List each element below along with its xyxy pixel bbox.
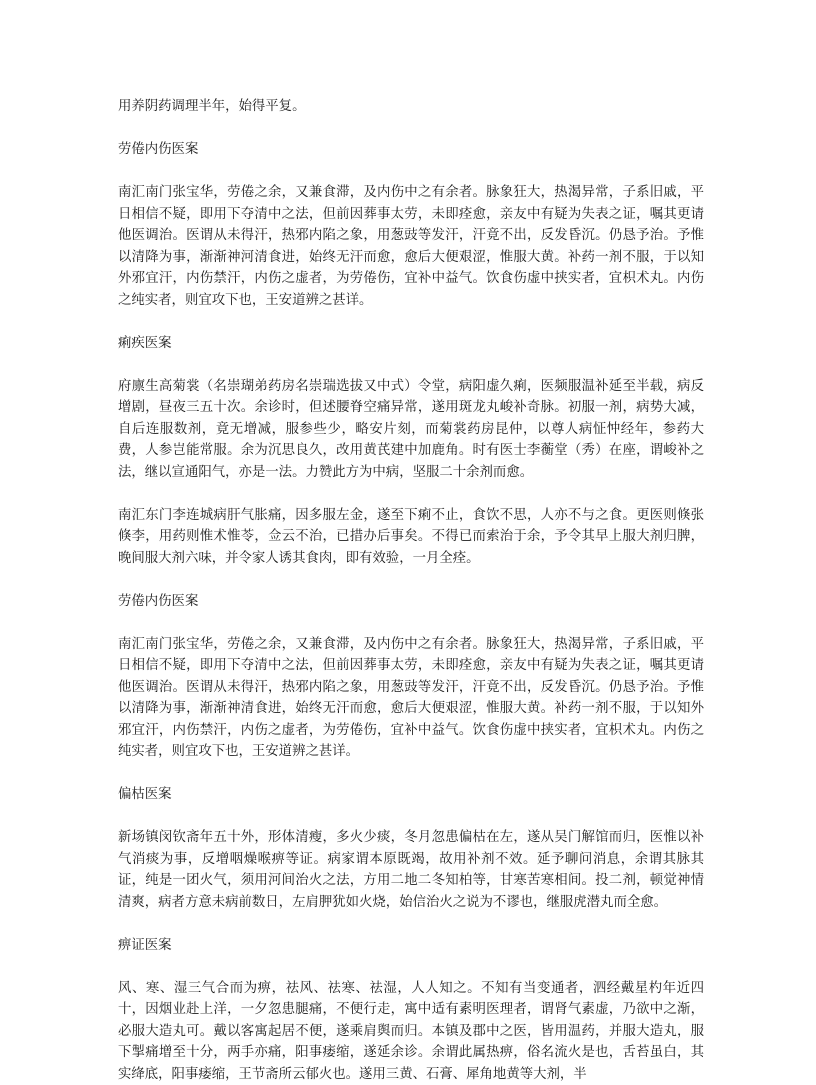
section-heading-piankun: 偏枯医案 xyxy=(118,784,704,806)
paragraph-bizheng: 风、寒、湿三气合而为痹，祛风、祛寒、祛湿，人人知之。不知有当变通者，泗经戴星杓年近四十，因烟业赴上洋，一夕忽患腿痛，不便行走，寓中适有素明医理者，谓肾气素虚，乃欲中之渐，必服大造丸可。戴以客寓起居不便，遂乘肩舆而归。本镇及郡中之医，皆用温药，并服大造丸，服下掣痛增至十分，两手亦痛，阳事痿缩，遂延余诊。余谓此属热痹，俗名流火是也，舌苔虽白，其实绛底，阳事痿缩，王节斋所云郁火也。遂用三黄、石膏、犀角地黄等大剂，半 xyxy=(118,978,704,1085)
section-heading-liji: 痢疾医案 xyxy=(118,333,704,355)
paragraph-laojuan-1: 南汇南门张宝华，劳倦之余，又兼食滞，及内伤中之有余者。脉象狂大，热渴异常，子系旧戚，平日相信不疑，即用下夺清中之法，但前因葬事太劳，未即痊愈，亲友中有疑为失表之证，嘱其更请他医调治。医谓从未得汗，热邪内陷之象，用葱豉等发汗，汗竟不出，反发昏沉。仍恳予治。予惟以清降为事，渐渐神河清食进，始终无汗而愈，愈后大便艰涩，惟服大黄。补药一剂不服，于以知外邪宜汗，内伤禁汗，内伤之虚者，为劳倦伤，宜补中益气。饮食伤虚中挟实者，宜枳术丸。内伤之纯实者，则宜攻下也，王安道辨之甚详。 xyxy=(118,182,704,311)
section-heading-bizheng: 痹证医案 xyxy=(118,935,704,957)
section-heading-laojuan-1: 劳倦内伤医案 xyxy=(118,139,704,161)
paragraph-liji-1: 府廪生高菊裳（名崇瑚弟药房名崇瑞选拔又中式）令堂，病阳虚久痢，医频服温补延至半载，病反增剧，昼夜三五十次。余诊时，但述腰脊空痛异常，遂用斑龙丸峻补奇脉。初服一剂，病势大减，自后连服数剂，竟无增减，服参些少，略安片刻，而菊裳药房昆仲，以尊人病怔忡经年，参药大费，人参岂能常服。余为沉思良久，改用黄芪建中加鹿角。时有医士李蘅堂（秀）在座，谓峻补之法，继以宣通阳气，亦是一法。力赞此方为中病，坚服二十余剂而愈。 xyxy=(118,376,704,484)
paragraph-continuation: 用养阴药调理半年，始得平复。 xyxy=(118,96,704,118)
section-heading-laojuan-2: 劳倦内伤医案 xyxy=(118,591,704,613)
paragraph-liji-2: 南汇东门李连城病肝气胀痛，因多服左金，遂至下痢不止，食饮不思，人亦不与之食。更医则倏张倏李，用药则惟术惟苓，佥云不治，已措办后事矣。不得已而索治于余，予令其早上服大剂归脾，晚间服大剂六味，并令家人诱其食肉，即有效验，一月全痊。 xyxy=(118,505,704,570)
paragraph-piankun: 新场镇闵钦斋年五十外，形体清瘦，多火少痰，冬月忽患偏枯在左，遂从吴门解馆而归，医惟以补气消痰为事，反增咽燥喉痹等证。病家谓本原既竭，故用补剂不效。延予聊问消息，余谓其脉其证，纯是一团火气，须用河间治火之法，方用二地二冬知柏等，甘寒苦寒相间。投二剂，顿觉神情清爽，病者方意未病前数日，左肩胛犹如火烧，始信治火之说为不谬也，继服虎潜丸而全愈。 xyxy=(118,827,704,913)
paragraph-laojuan-2: 南汇南门张宝华，劳倦之余，又兼食滞，及内伤中之有余者。脉象狂大，热渴异常，子系旧戚，平日相信不疑，即用下夺清中之法，但前因葬事太劳，未即痊愈，亲友中有疑为失表之证，嘱其更请他医调治。医谓从未得汗，热邪内陷之象，用葱豉等发汗，汗竟不出，反发昏沉。仍恳予治。予惟以清降为事，渐渐神清食进，始终无汗而愈，愈后大便艰涩，惟服大黄。补药一剂不服，于以知外邪宜汗，内伤禁汗，内伤之虚者，为劳倦伤，宜补中益气。饮食伤虚中挟实者，宜枳术丸。内伤之纯实者，则宜攻下也，王安道辨之甚详。 xyxy=(118,634,704,763)
document-page xyxy=(118,96,704,1085)
